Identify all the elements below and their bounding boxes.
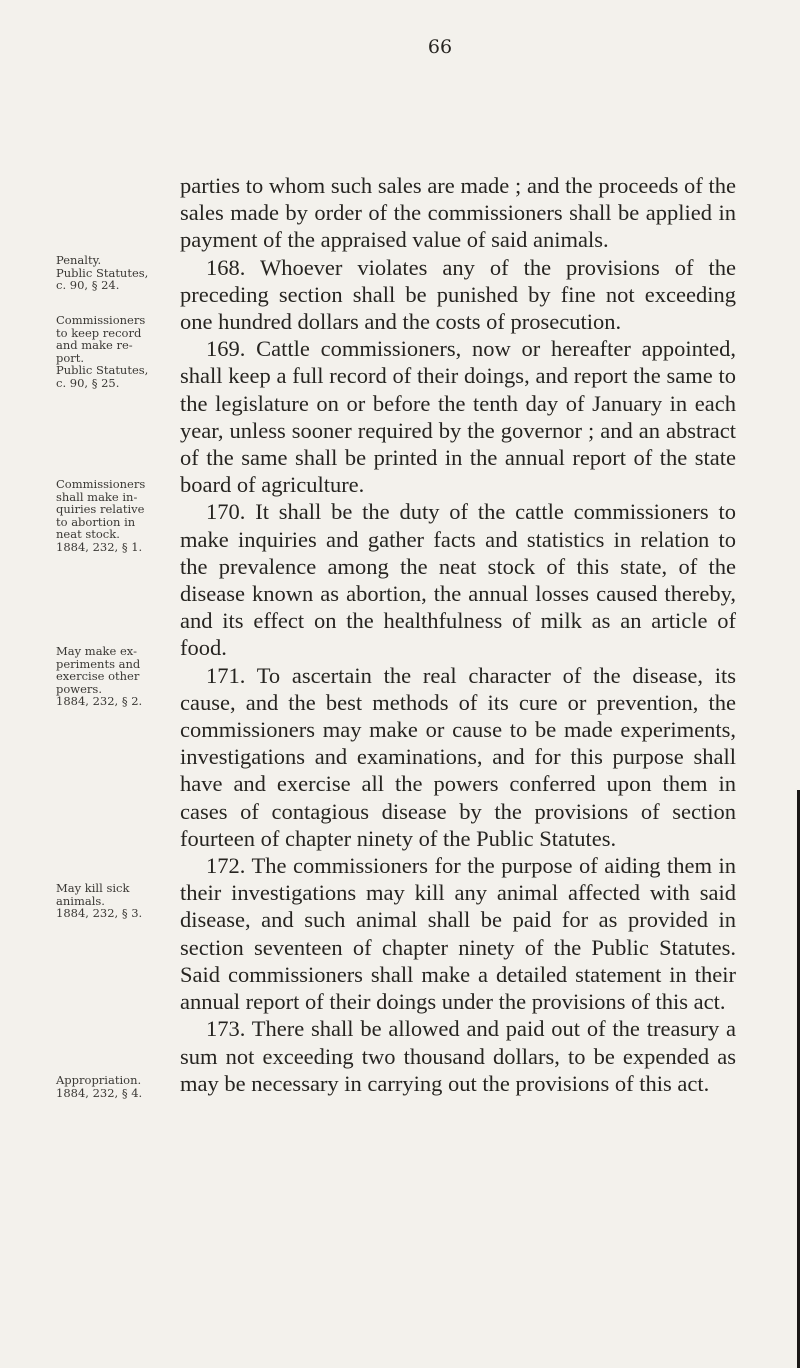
margin-note-appropriation: Appropriation. 1884, 232, § 4. — [56, 1073, 143, 1100]
margin-note-record: Commissioners to keep record and make re- port. Public Statutes, c. 90, § 25. — [56, 313, 149, 390]
page-number: 66 — [427, 36, 453, 58]
section-168: 168. Whoever violates any of the provisions of the preceding section shall be punished by fine not exceeding one hundred dollars and the costs of prosecution. — [180, 254, 736, 335]
margin-note-experiments: May make ex- periments and exercise other powers. 1884, 232, § 2. — [56, 644, 143, 708]
section-173: 173. There shall be allowed and paid out of the treasury a sum not exceeding two thousand dollars, to be expended as may be necessary in carrying out the provisions of this act. — [180, 1016, 736, 1096]
margin-note-penalty: Penalty. Public Statutes, c. 90, § 24. — [56, 253, 149, 292]
margin-note-inquiries: Commissioners shall make in- quiries relative to abortion in neat stock. 1884, 232, § 1. — [56, 477, 146, 554]
paragraph-continuation: parties to whom such sales are made ; and the proceeds of the sales made by order of the commissioners shall be applied in payment of the appraised value of said animals. — [180, 173, 736, 253]
section-172: 172. The commissioners for the purpose of aiding them in their investigations may kill any animal affected with said disease, and such animal shall be paid for as provided in section seventeen of chapter ninety of the Public Statutes. Said commissioners shall make a detailed statement in their annual report of their doings under the provisions of this act. — [180, 853, 736, 1015]
section-169: 169. Cattle commissioners, now or hereafter appointed, shall keep a full record of their doings, and report the same to the legislature on or before the tenth day of January in each year, unless sooner required by the governor ; and an abstract of the same shall be printed in the annual report of the state board of agriculture. — [180, 336, 736, 498]
body-text — [180, 172, 736, 1097]
section-171: 171. To ascertain the real character of the disease, its cause, and the best methods of its cure or prevention, the commissioners may make or cause to be made experiments, investigations and examinations, and for this purpose shall have and exercise all the powers conferred upon them in cases of contagious disease by the provisions of section fourteen of chapter ninety of the Public Statutes. — [180, 662, 736, 851]
margin-note-kill-sick: May kill sick animals. 1884, 232, § 3. — [56, 881, 143, 920]
section-170: 170. It shall be the duty of the cattle commissioners to make inquiries and gather facts and statistics in relation to the prevalence among the neat stock of this state, of the disease known as abortion, the annual losses caused thereby, and its effect on the healthfulness of milk as an article of food. — [180, 499, 736, 661]
